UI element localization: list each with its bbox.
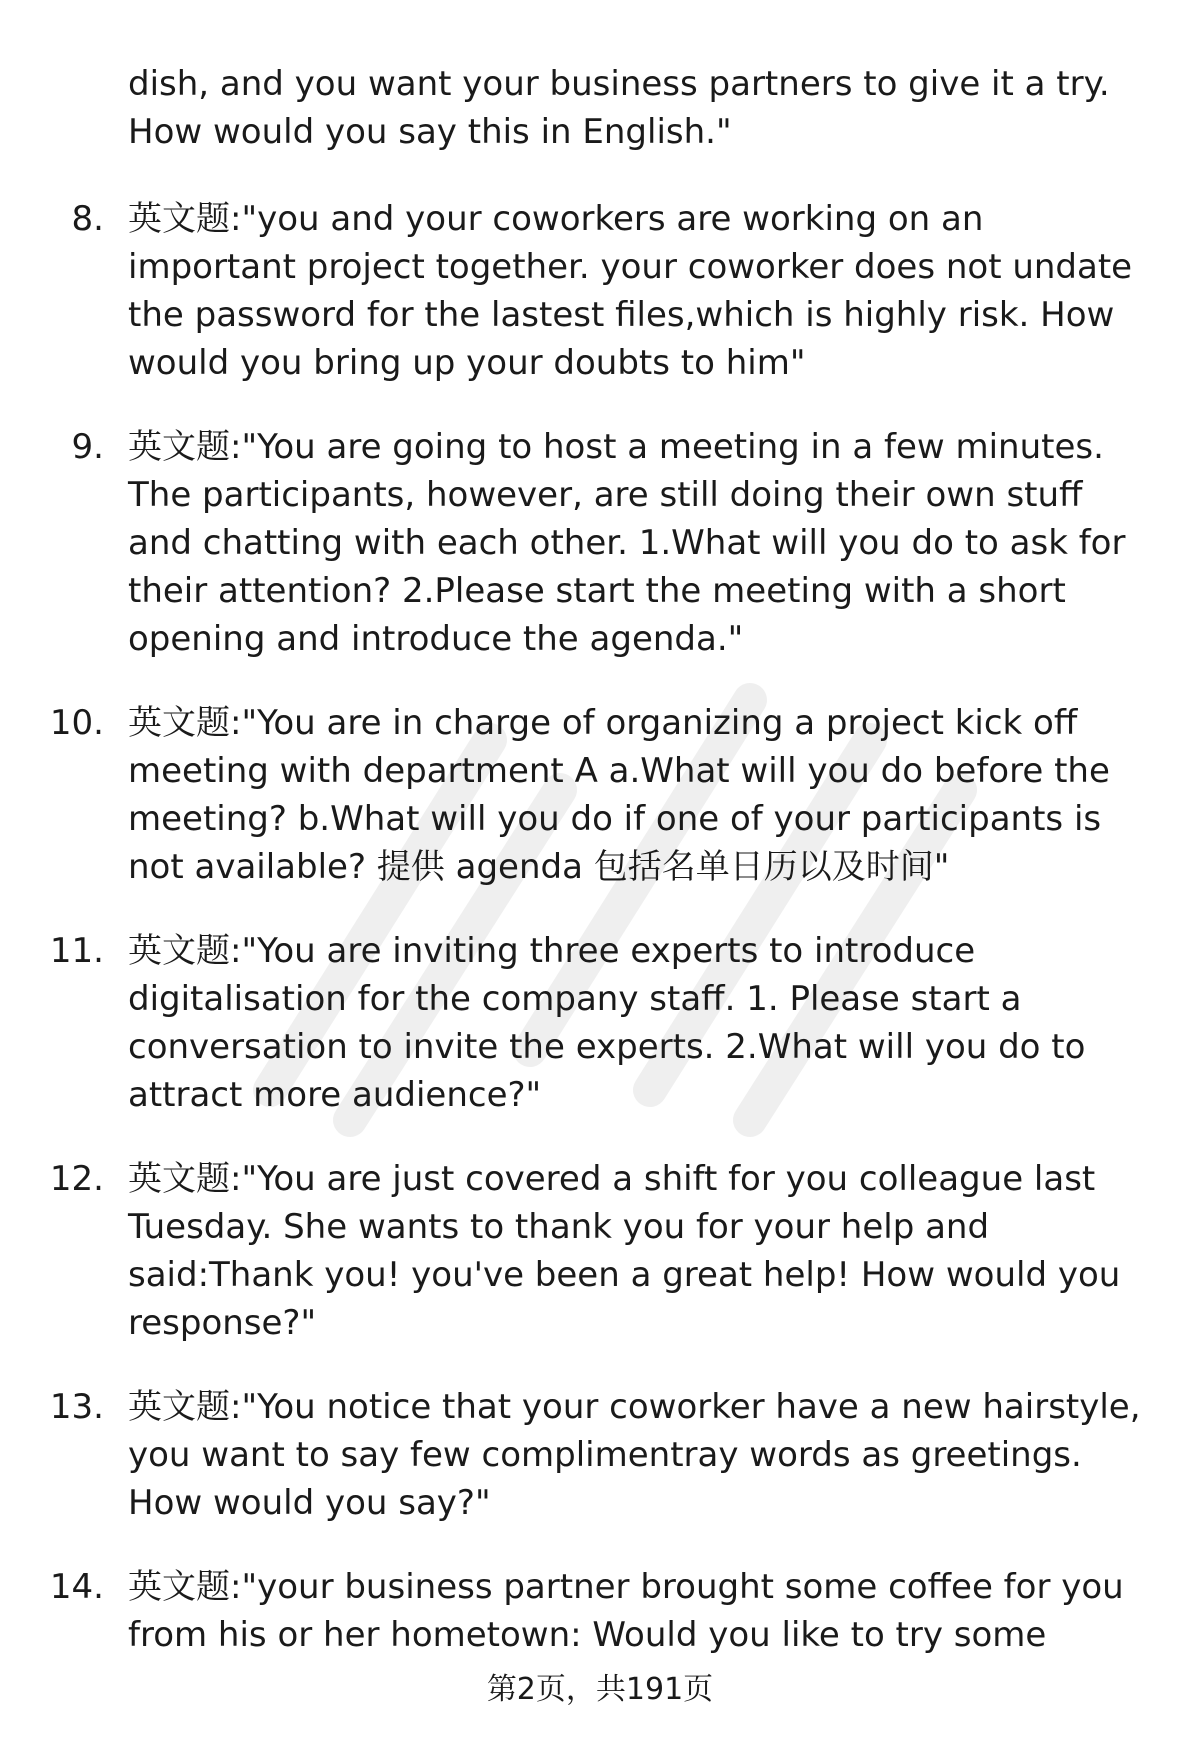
item-number: 14. <box>49 1567 104 1607</box>
page-footer: 第2页，共191页 <box>486 1672 714 1707</box>
list-item <box>0 195 1148 387</box>
item-number: 10. <box>49 703 104 743</box>
item-number: 11. <box>49 931 104 971</box>
item-text: 英文题:"You notice that your coworker have a new hairstyle, you want to say few complimentray words as greetings. How would you say?" <box>128 1387 1141 1523</box>
list-item <box>0 423 1148 663</box>
item-text: 英文题:"your business partner brought some coffee for you from his or her hometown: Would you like to try some <box>128 1567 1124 1655</box>
list-item <box>0 1563 1148 1659</box>
item-number: 8. <box>71 199 104 239</box>
item-text: 英文题:"You are in charge of organizing a project kick off meeting with department A a.What will you do before the meeting? b.What will you do if one of your participants is not available? 提供 agenda 包括名单日历以及时间" <box>128 703 1110 887</box>
item-number: 13. <box>49 1387 104 1427</box>
item-number: 12. <box>49 1159 104 1199</box>
list-item <box>0 699 1148 891</box>
item-text: 英文题:"you and your coworkers are working on an important project together. your coworker does not undate the password for the lastest files,which is highly risk. How would you bring up your doubts to him" <box>128 199 1133 383</box>
continuation-paragraph: dish, and you want your business partners to give it a try. How would you say this in English." <box>128 64 1110 152</box>
item-text: 英文题:"You are going to host a meeting in a few minutes. The participants, however, are still doing their own stuff and chatting with each other. 1.What will you do to ask for their attention? 2.Please start the meeting with a short opening and introduce the agenda." <box>128 427 1126 659</box>
question-list <box>0 195 1200 1695</box>
list-item <box>0 1155 1148 1347</box>
list-item <box>0 1383 1148 1527</box>
item-text: 英文题:"You are inviting three experts to introduce digitalisation for the company staff. 1. Please start a conversation to invite the experts. 2.What will you do to attract more audience?" <box>128 931 1086 1115</box>
item-number: 9. <box>71 427 104 467</box>
list-item <box>0 927 1148 1119</box>
item-text: 英文题:"You are just covered a shift for you colleague last Tuesday. She wants to thank you for your help and said:Thank you! you've been a great help! How would you response?" <box>128 1159 1121 1343</box>
